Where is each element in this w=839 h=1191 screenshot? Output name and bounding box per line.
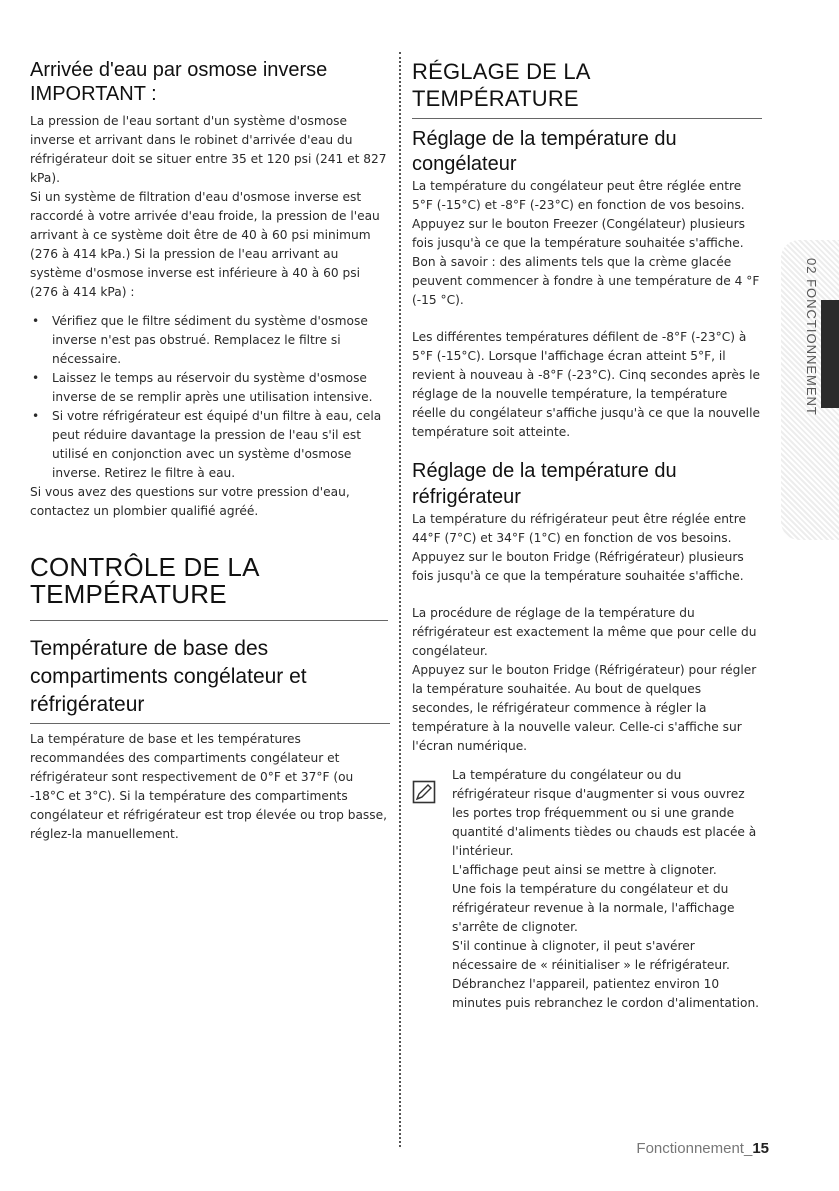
fridge-paragraph-2: La procédure de réglage de la température du réfrigérateur est exactement la même que pour celle du congélateur.: [412, 606, 757, 658]
temperature-control-heading: CONTRÔLE DE LA TEMPÉRATURE: [30, 552, 259, 609]
list-item: • Laissez le temps au réservoir du système d'osmose inverse de se remplir après une utilisation intensive.: [32, 371, 373, 404]
fridge-paragraph-3: Appuyez sur le bouton Fridge (Réfrigérateur) pour régler la température souhaitée. Au bout de quelques secondes, le réfrigérateur commence à régler la température à la nouvelle valeur. Celle-ci s'affiche sur l'écran numérique.: [412, 663, 757, 753]
osmosis-paragraph-1: La pression de l'eau sortant d'un système d'osmose inverse et arrivant dans le robinet d'arrivée d'eau du réfrigérateur doit se situer entre 35 et 120 psi (241 et 827 kPa).: [30, 114, 387, 185]
list-item: • Si votre réfrigérateur est équipé d'un filtre à eau, cela peut réduire davantage la pression de l'eau s'il est utilisé en conjonction avec un système d'osmose inverse. Retirez le filtre à eau.: [32, 409, 382, 480]
note-paragraph-3: Une fois la température du congélateur et du réfrigérateur revenue à la normale, l'affichage s'arrête de clignoter.: [452, 882, 735, 934]
note-paragraph-2: L'affichage peut ainsi se mettre à clignoter.: [452, 863, 717, 877]
page-number: 15: [752, 1140, 769, 1157]
osmosis-heading: Arrivée d'eau par osmose inverse: [30, 59, 328, 81]
base-temperature-paragraph: La température de base et les températures recommandées des compartiments congélateur et réfrigérateur sont respectivement de 0°F et 37°F (ou -18°C et 3°C). Si la température des compartiments congélateur et réfrigérateur est trop élevée ou trop basse, réglez-la manuellement.: [30, 732, 388, 841]
column-divider: [399, 52, 401, 1147]
chapter-tab-label: 02 FONCTIONNEMENT: [804, 258, 819, 416]
bullet-dot: •: [32, 314, 40, 328]
osmosis-bullet-list: [30, 312, 390, 483]
fridge-paragraph-1: La température du réfrigérateur peut être réglée entre 44°F (7°C) et 34°F (1°C) en fonction de vos besoins. Appuyez sur le bouton Fridge (Réfrigérateur) plusieurs fois jusqu'à ce que la température souhaitée s'affiche.: [412, 512, 746, 583]
page-footer: [636, 1140, 769, 1157]
temperature-setting-heading: RÉGLAGE DE LA TEMPÉRATURE: [412, 58, 762, 119]
heading-rule: [30, 620, 388, 621]
fridge-heading: Réglage de la température du réfrigérateur: [412, 460, 677, 508]
important-label: IMPORTANT :: [30, 83, 157, 105]
right-column: [412, 58, 762, 1013]
list-item: • Vérifiez que le filtre sédiment du système d'osmose inverse n'est pas obstrué. Remplacez le filtre si nécessaire.: [32, 314, 368, 366]
note-paragraph-1: La température du congélateur ou du réfrigérateur risque d'augmenter si vous ouvrez les portes trop fréquemment ou si une grande quantité d'aliments tièdes ou chauds est placée à l'intérieur.: [452, 768, 757, 858]
osmosis-paragraph-2: Si un système de filtration d'eau d'osmose inverse est raccordé à votre arrivée d'eau froide, la pression de l'eau arrivant à ce système doit être de 40 à 60 psi minimum (276 à 414 kPa.) Si la pression de l'eau arrivant au système d'osmose inverse est inférieure à 40 à 60 psi (276 à 414 kPa) :: [30, 190, 380, 299]
note-box: [412, 766, 762, 1013]
bullet-dot: •: [32, 371, 40, 385]
freezer-paragraph-1: La température du congélateur peut être réglée entre 5°F (-15°C) et -8°F (-23°C) en fonction de vos besoins. Appuyez sur le bouton Freezer (Congélateur) plusieurs fois jusqu'à ce que la température souhaitée s'affiche. Bon à savoir : des aliments tels que la crème glacée peuvent commencer à fondre à une température de 4 °F (-15 °C).: [412, 179, 760, 307]
base-temperature-heading: Température de base des compartiments congélateur et réfrigérateur: [30, 635, 390, 724]
osmosis-paragraph-3: Si vous avez des questions sur votre pression d'eau, contactez un plombier qualifié agréé.: [30, 485, 350, 518]
left-column: [30, 58, 390, 844]
bullet-dot: •: [32, 409, 40, 423]
freezer-heading: Réglage de la température du congélateur: [412, 128, 677, 175]
note-pencil-icon: [412, 780, 436, 804]
footer-section-name: Fonctionnement_: [636, 1140, 753, 1157]
note-paragraph-4: S'il continue à clignoter, il peut s'avérer nécessaire de « réinitialiser » le réfrigérateur. Débranchez l'appareil, patientez environ 10 minutes puis rebranchez le cordon d'alimentation.: [452, 939, 760, 1010]
freezer-paragraph-2: Les différentes températures défilent de -8°F (-23°C) à 5°F (-15°C). Lorsque l'affichage écran atteint 5°F, il revient à nouveau à -8°F (-23°C). Cinq secondes après le réglage de la nouvelle température, la température réelle du congélateur s'affiche jusqu'à ce que la nouvelle température soit atteinte.: [412, 330, 760, 439]
chapter-tab-marker: [821, 300, 839, 408]
